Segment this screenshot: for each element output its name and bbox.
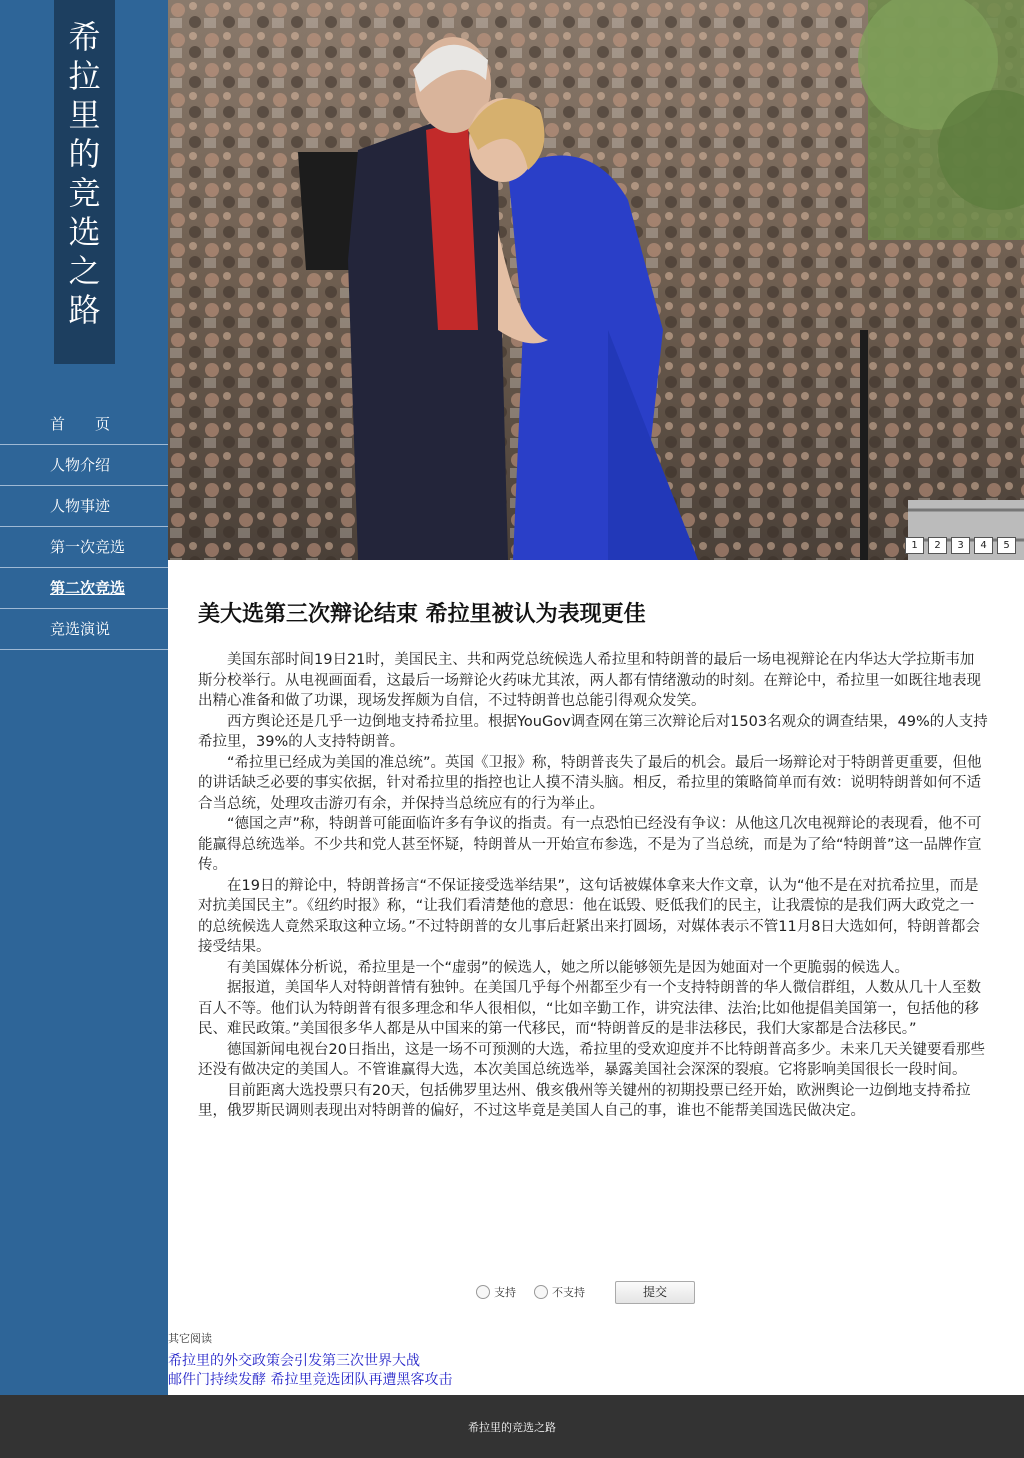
logo-char: 里 (68, 96, 101, 134)
poll-option-support[interactable] (476, 1284, 516, 1300)
logo-char: 竞 (68, 174, 101, 212)
sidebar (0, 0, 168, 1395)
nav-item-profile[interactable]: 人物介绍 (0, 445, 168, 486)
article-title: 美大选第三次辩论结束 希拉里被认为表现更佳 (198, 602, 646, 627)
site-logo-text (54, 18, 115, 330)
article-body (198, 650, 988, 1122)
related-reading (168, 1330, 452, 1390)
footer (0, 1395, 1024, 1458)
related-link[interactable]: 希拉里的外交政策会引发第三次世界大战 (168, 1353, 420, 1369)
slide-dot[interactable]: 5 (997, 537, 1016, 554)
logo-char: 的 (68, 135, 101, 173)
article-paragraph: “希拉里已经成为美国的准总统”。英国《卫报》称，特朗普丧失了最后的机会。最后一场辩论对于特朗普更重要，但他的讲话缺乏必要的事实依据，针对希拉里的指控也让人摸不清头脑。相反，希拉里的策略简单而有效：说明特朗普如何不适合当总统，处理攻击游刃有余，并保持当总统应有的行为举止。 (198, 754, 982, 812)
article-paragraph: 美国东部时间19日21时，美国民主、共和两党总统候选人希拉里和特朗普的最后一场电视辩论在内华达大学拉斯韦加斯分校举行。从电视画面看，这最后一场辩论火药味尤其浓，两人都有情绪激动的时刻。在辩论中，希拉里一如既往地表现出精心准备和做了功课，现场发挥颇为自信，不过特朗普也总能引得观众发笑。 (198, 652, 981, 709)
support-radio[interactable] (476, 1285, 490, 1299)
logo-char: 之 (68, 252, 101, 290)
site-logo (54, 0, 115, 364)
nav-item-second-campaign[interactable]: 第二次竞选 (0, 568, 168, 609)
related-heading: 其它阅读 (168, 1332, 212, 1345)
banner-slideshow[interactable] (168, 0, 1024, 560)
article-paragraph: 据报道，美国华人对特朗普情有独钟。在美国几乎每个州都至少有一个支持特朗普的华人微信群组，人数从几十人至数百人不等。他们认为特朗普有很多理念和华人很相似，“比如辛勤工作，讲究法律、法治;比如他提倡美国第一，包括他的移民、难民政策。”美国很多华人都是从中国来的第一代移民，而“特朗普反的是非法移民，我们大家都是合法移民。” (198, 980, 981, 1037)
oppose-radio[interactable] (534, 1285, 548, 1299)
footer-text: 希拉里的竞选之路 (468, 1421, 556, 1434)
logo-char: 拉 (68, 57, 101, 95)
oppose-label: 不支持 (552, 1286, 585, 1299)
article-paragraph: 有美国媒体分析说，希拉里是一个“虚弱”的候选人，她之所以能够领先是因为她面对一个更脆弱的候选人。 (227, 959, 910, 976)
nav-item-speeches[interactable]: 竞选演说 (0, 609, 168, 650)
main-nav (0, 404, 168, 650)
article-paragraph: “德国之声”称，特朗普可能面临许多有争议的指责。有一点恐怕已经没有争议：从他这几次电视辩论的表现看，他不可能赢得总统选举。不少共和党人甚至怀疑，特朗普从一开始宣布参选，不是为了当总统，而是为了给“特朗普”这一品牌作宣传。 (198, 816, 982, 873)
related-link[interactable]: 邮件门持续发酵 希拉里竞选团队再遭黑客攻击 (168, 1372, 453, 1388)
poll-form (476, 1281, 695, 1303)
slide-dot[interactable]: 3 (951, 537, 970, 554)
slide-dot[interactable]: 4 (974, 537, 993, 554)
banner-photo (168, 0, 1024, 560)
support-label: 支持 (494, 1286, 516, 1299)
nav-item-deeds[interactable]: 人物事迹 (0, 486, 168, 527)
slide-dot[interactable]: 1 (905, 537, 924, 554)
logo-char: 选 (68, 213, 101, 251)
article-paragraph: 西方舆论还是几乎一边倒地支持希拉里。根据YouGov调查网在第三次辩论后对1503名观众的调查结果，49%的人支持希拉里，39%的人支持特朗普。 (198, 713, 988, 750)
article-paragraph: 德国新闻电视台20日指出，这是一场不可预测的大选，希拉里的受欢迎度并不比特朗普高多少。未来几天关键要看那些还没有做决定的美国人。不管谁赢得大选，本次美国总统选举，暴露美国社会深深的裂痕。它将影响美国很长一段时间。 (198, 1041, 985, 1078)
slide-pager (905, 537, 1016, 554)
submit-button[interactable]: 提交 (615, 1281, 695, 1304)
article (198, 600, 988, 1122)
logo-char: 希 (68, 18, 101, 56)
article-paragraph: 在19日的辩论中，特朗普扬言“不保证接受选举结果”，这句话被媒体拿来大作文章，认为“他不是在对抗希拉里，而是对抗美国民主”。《纽约时报》称，“让我们看清楚他的意思：他在诋毁、贬低我们的民主，让我震惊的是我们两大政党之一的总统候选人竟然采取这种立场。”不过特朗普的女儿事后赶紧出来打圆场，对媒体表示不管11月8日大选如何，特朗普都会接受结果。 (198, 877, 980, 955)
nav-item-home[interactable]: 首 页 (0, 404, 168, 445)
poll-option-oppose[interactable] (534, 1284, 585, 1300)
nav-item-first-campaign[interactable]: 第一次竞选 (0, 527, 168, 568)
slide-dot[interactable]: 2 (928, 537, 947, 554)
article-paragraph: 目前距离大选投票只有20天，包括佛罗里达州、俄亥俄州等关键州的初期投票已经开始，欧洲舆论一边倒地支持希拉里，俄罗斯民调则表现出对特朗普的偏好，不过这毕竟是美国人自己的事，谁也不能帮美国选民做决定。 (198, 1082, 971, 1119)
logo-char: 路 (68, 291, 101, 329)
